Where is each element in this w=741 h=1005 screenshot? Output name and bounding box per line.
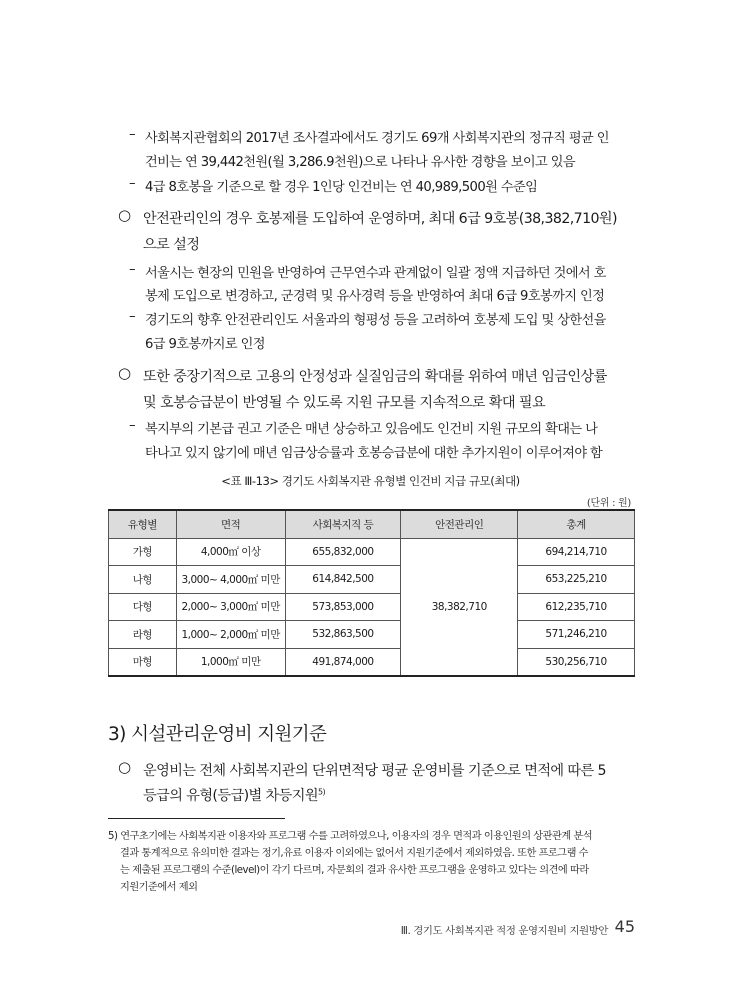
footnote-line: 결과 통계적으로 유의미한 결과는 정기,유료 이용자 이외에는 없어서 지원기준에서 제외하였음. 또한 프로그램 수 — [120, 848, 589, 859]
safety-merged-cell: 38,382,710 — [401, 538, 518, 676]
paragraph-line: 경기도의 향후 안전관리인도 서울과의 형평성 등을 고려하여 호봉제 도입 및 상한선을 — [145, 313, 606, 328]
paragraph-line: 운영비는 전체 사회복지관의 단위면적당 평균 운영비를 기준으로 면적에 따른 5 — [143, 763, 606, 779]
paragraph-line: 건비는 연 39,442천원(월 3,286.9천원)으로 나타나 유사한 경향을 보이고 있음 — [145, 155, 575, 170]
header-cell: 유형별 — [109, 510, 177, 538]
paragraph-line: 및 호봉승급분이 반영될 수 있도록 지원 규모를 지속적으로 확대 필요 — [143, 395, 546, 411]
dash-marker: – — [129, 262, 136, 277]
circle-bullet-icon: ○ — [118, 758, 132, 776]
table-header-row — [109, 510, 635, 538]
total-cell: 571,246,210 — [518, 621, 635, 649]
social-cell: 614,842,500 — [285, 566, 401, 594]
table-row — [109, 593, 635, 621]
circle-bullet-icon: ○ — [118, 206, 132, 224]
type-cell: 마형 — [109, 648, 177, 676]
paragraph-line: 복지부의 기본급 권고 기준은 매년 상승하고 있음에도 인건비 지원 규모의 확대는 나 — [145, 422, 598, 437]
paragraph-line: 안전관리인의 경우 호봉제를 도입하여 운영하며, 최대 6급 9호봉(38,382,710원) — [143, 211, 617, 227]
header-cell: 사회복지직 등 — [285, 510, 401, 538]
table-unit: (단위 : 원) — [586, 498, 631, 509]
header-cell: 면적 — [176, 510, 285, 538]
area-cell: 1,000~ 2,000㎡ 미만 — [176, 621, 285, 649]
header-cell: 총계 — [518, 510, 635, 538]
table-row — [109, 621, 635, 649]
dash-marker: – — [129, 418, 136, 433]
type-cell: 다형 — [109, 593, 177, 621]
area-cell: 2,000~ 3,000㎡ 미만 — [176, 593, 285, 621]
page-number: 45 — [614, 917, 635, 936]
paragraph-text: 등급의 유형(등급)별 차등지원 — [143, 788, 318, 804]
type-cell: 가형 — [109, 538, 177, 566]
paragraph-line: 6급 9호봉까지로 인정 — [145, 337, 265, 352]
paragraph-line: 서울시는 현장의 민원을 반영하여 근무연수과 관계없이 일괄 정액 지급하던 것에서 호 — [145, 266, 606, 281]
footnote-divider — [108, 818, 285, 819]
paragraph-line — [143, 785, 325, 805]
total-cell: 653,225,210 — [518, 566, 635, 594]
type-cell: 라형 — [109, 621, 177, 649]
total-cell: 694,214,710 — [518, 538, 635, 566]
footnote-line: 지원기준에서 제외 — [120, 882, 198, 893]
table-row — [109, 538, 635, 566]
table-row — [109, 648, 635, 676]
type-cell: 나형 — [109, 566, 177, 594]
header-cell: 안전관리인 — [401, 510, 518, 538]
running-footer: Ⅲ. 경기도 사회복지관 적정 운영지원비 지원방안 — [400, 925, 608, 937]
dash-marker: – — [129, 127, 136, 142]
social-cell: 491,874,000 — [285, 648, 401, 676]
paragraph-line: 타나고 있지 않기에 매년 임금상승률과 호봉승급분에 대한 추가지원이 이루어져야 함 — [145, 446, 603, 461]
paragraph-line: 4급 8호봉을 기준으로 할 경우 1인당 인건비는 연 40,989,500원 수준임 — [145, 180, 538, 195]
footnote-ref-link[interactable]: 5) — [317, 787, 325, 797]
paragraph-line: 으로 설정 — [143, 237, 200, 253]
area-cell: 4,000㎡ 이상 — [176, 538, 285, 566]
table-caption: <표 Ⅲ-13> 경기도 사회복지관 유형별 인건비 지급 규모(최대) — [221, 474, 520, 488]
footnote-line: 는 제출된 프로그램의 수준(level)이 각기 다르며, 자문회의 결과 유사한 프로그램을 운영하고 있다는 의견에 따라 — [120, 865, 589, 876]
dash-marker: – — [129, 309, 136, 324]
total-cell: 530,256,710 — [518, 648, 635, 676]
footnote-line: 5) 연구초기에는 사회복지관 이용자와 프로그램 수를 고려하였으나, 이용자의 경우 면적과 이용인원의 상관관계 분석 — [108, 831, 593, 842]
budget-table — [108, 509, 635, 677]
circle-bullet-icon: ○ — [118, 364, 132, 382]
social-cell: 573,853,000 — [285, 593, 401, 621]
social-cell: 532,863,500 — [285, 621, 401, 649]
dash-marker: – — [129, 176, 136, 191]
area-cell: 1,000㎡ 미만 — [176, 648, 285, 676]
total-cell: 612,235,710 — [518, 593, 635, 621]
table-row — [109, 566, 635, 594]
area-cell: 3,000~ 4,000㎡ 미만 — [176, 566, 285, 594]
section-heading: 3) 시설관리운영비 지원기준 — [108, 724, 327, 745]
social-cell: 655,832,000 — [285, 538, 401, 566]
paragraph-line: 봉제 도입으로 변경하고, 군경력 및 유사경력 등을 반영하여 최대 6급 9호봉까지 인정 — [145, 289, 605, 304]
paragraph-line: 사회복지관협회의 2017년 조사결과에서도 경기도 69개 사회복지관의 정규직 평균 인 — [145, 131, 609, 146]
paragraph-line: 또한 중장기적으로 고용의 안정성과 실질임금의 확대를 위하여 매년 임금인상률 — [143, 369, 607, 385]
